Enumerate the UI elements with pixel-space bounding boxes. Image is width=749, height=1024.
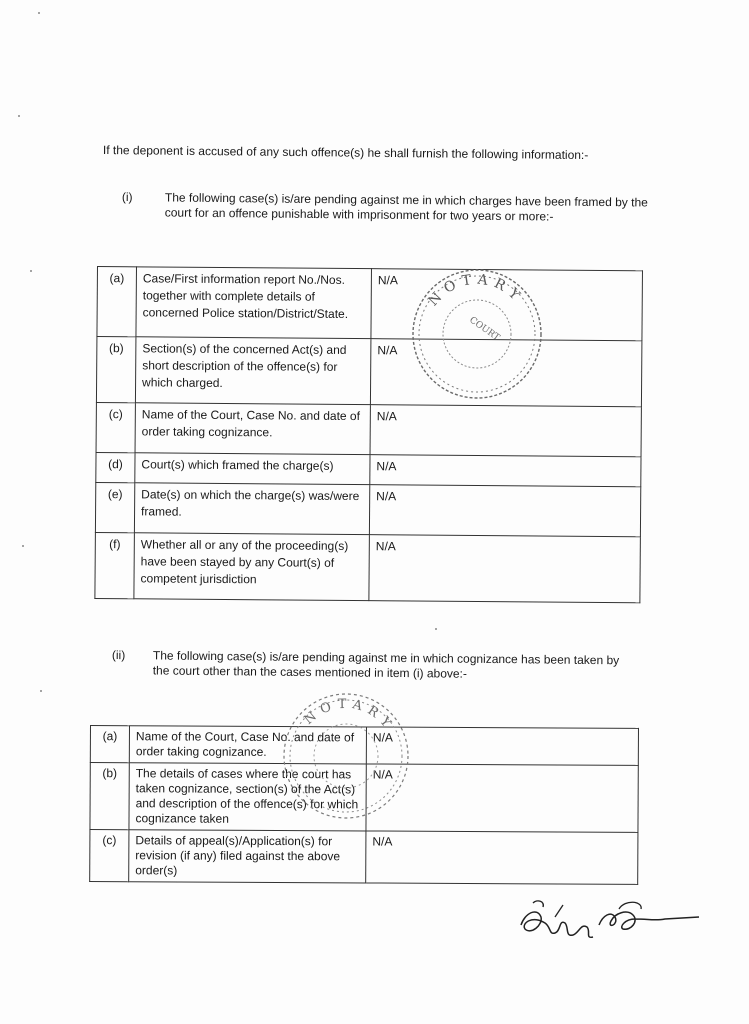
row-index: (f) xyxy=(95,532,135,598)
row-question: Court(s) which framed the charge(s) xyxy=(135,453,370,485)
section-i-text: The following case(s) is/are pending against me in which charges have been framed by the court for an offence punishable with imprisonment for two years or more:- xyxy=(164,190,648,224)
table-row xyxy=(95,482,640,536)
row-index: (e) xyxy=(95,482,134,532)
table-row xyxy=(90,726,638,766)
table-row xyxy=(97,267,643,341)
row-answer: N/A xyxy=(366,727,638,765)
row-index: (c) xyxy=(96,402,135,452)
table-row xyxy=(90,830,638,885)
stamp-text: NOTARY xyxy=(301,696,398,736)
row-question: Date(s) on which the charge(s) was/were framed. xyxy=(134,483,369,535)
row-question: Section(s) of the concerned Act(s) and short description of the offence(s) for which charged. xyxy=(135,337,371,405)
row-question: Case/First information report No./Nos. together with complete details of concerned Police station/District/State. xyxy=(136,267,372,339)
row-index: (d) xyxy=(96,452,135,482)
row-index: (b) xyxy=(96,337,136,403)
row-question: The details of cases where the court has taken cognizance, section(s) of the Act(s) and description of the offence(s) for which cognizance taken xyxy=(129,763,366,831)
charges-framed-table-body xyxy=(95,267,643,603)
section-ii-heading xyxy=(111,648,642,681)
table-row xyxy=(96,337,642,407)
table-row xyxy=(96,452,641,486)
stamp-inner-text: COURT xyxy=(467,315,502,344)
row-question: Name of the Court, Case No. and date of order taking cognizance. xyxy=(129,726,366,764)
row-answer: N/A xyxy=(370,455,641,487)
row-answer: N/A xyxy=(366,831,638,884)
row-answer: N/A xyxy=(371,269,643,341)
row-index: (a) xyxy=(97,267,137,337)
row-question: Details of appeal(s)/Application(s) for revision (if any) filed against the above order(s) xyxy=(129,830,366,883)
charges-framed-table xyxy=(94,266,643,603)
table-row xyxy=(96,402,641,456)
intro-text: If the deponent is accused of any such offence(s) he shall furnish the following information:- xyxy=(102,143,589,163)
cognizance-table-body xyxy=(90,726,639,885)
scan-speck xyxy=(18,115,20,117)
row-answer: N/A xyxy=(370,339,642,407)
row-question: Name of the Court, Case No. and date of order taking cognizance. xyxy=(135,403,370,455)
scan-speck xyxy=(22,545,24,547)
section-ii-number: (ii) xyxy=(111,648,126,663)
row-answer: N/A xyxy=(369,535,641,603)
row-answer: N/A xyxy=(369,485,640,537)
row-question: Whether all or any of the proceeding(s) have been stayed by any Court(s) of competent jurisdiction xyxy=(134,533,370,601)
row-answer: N/A xyxy=(366,764,638,832)
row-index: (b) xyxy=(90,763,129,830)
row-index: (c) xyxy=(90,830,129,882)
stamp-text: NOTARY xyxy=(425,271,527,310)
row-index: (a) xyxy=(90,726,129,763)
signature xyxy=(515,895,705,950)
scan-speck xyxy=(435,628,437,630)
row-answer: N/A xyxy=(370,405,641,457)
section-ii-text: The following case(s) is/are pending against me in which cognizance has been taken by the court other than the cases mentioned in item (i) above:- xyxy=(152,648,620,681)
table-row xyxy=(90,763,638,833)
section-i-heading xyxy=(121,190,652,224)
section-i-number: (i) xyxy=(121,190,133,205)
scan-speck xyxy=(30,270,32,272)
scan-speck xyxy=(38,12,40,14)
cognizance-table xyxy=(89,725,639,885)
table-row xyxy=(95,532,641,602)
scan-speck xyxy=(40,690,42,692)
